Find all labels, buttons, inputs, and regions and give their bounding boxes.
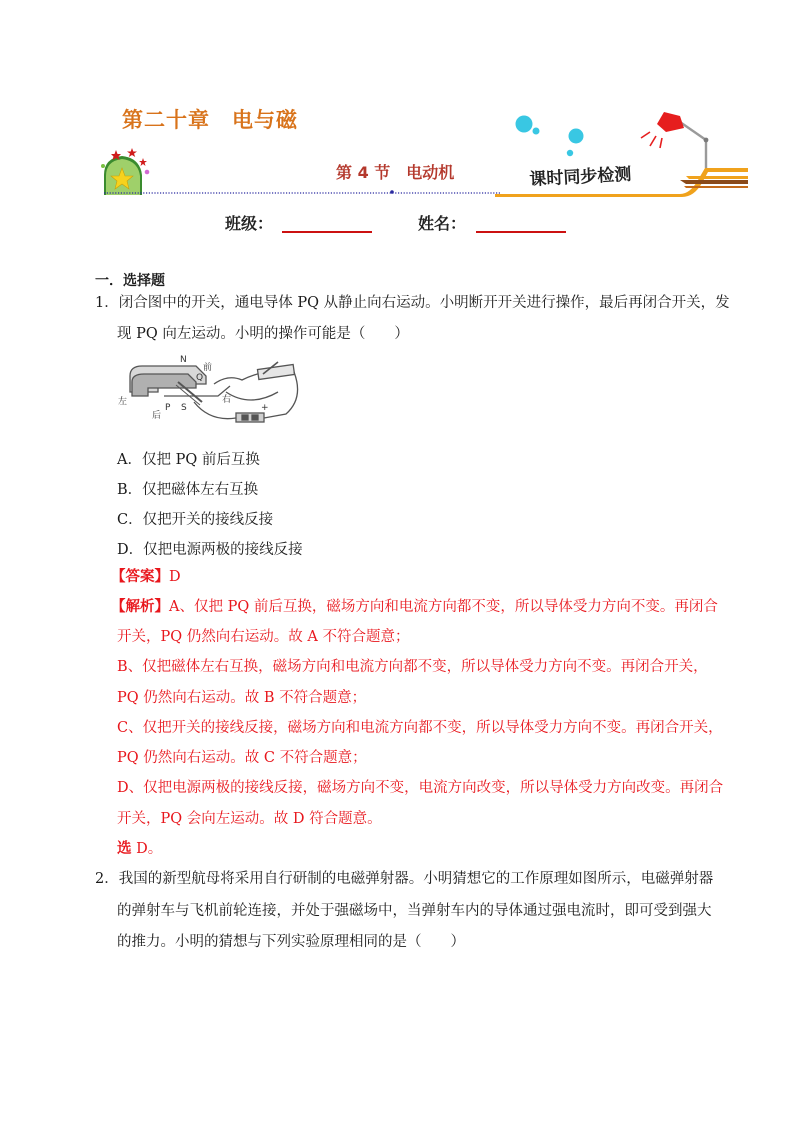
analysis-line: 开关，PQ 仍然向右运动。故 A 不符合题意； — [117, 629, 410, 645]
question-number: 2． — [95, 871, 119, 887]
figure-label-p: P — [165, 403, 171, 413]
figure-label-n: N — [180, 355, 187, 365]
answer-line — [111, 562, 181, 592]
figure-label-left: 左 — [118, 397, 128, 407]
motor-experiment-figure — [118, 352, 318, 434]
bubbles-icon — [516, 116, 584, 157]
figure-label-s: S — [181, 403, 187, 413]
star-badge-icon — [101, 148, 149, 195]
analysis-line: D、仅把电源两极的接线反接，磁场方向不变，电流方向改变，所以导体受力方向改变。再闭合 — [117, 780, 724, 796]
figure-label-q: Q — [196, 373, 204, 383]
class-field[interactable] — [282, 231, 372, 233]
conclusion-rest: D。 — [131, 841, 163, 857]
class-label: 班级： — [225, 214, 274, 233]
section-title: 第 4 节 电动机 — [336, 163, 455, 182]
question-2 — [95, 864, 713, 895]
analysis-line: 开关，PQ 会向左运动。故 D 符合题意。 — [117, 811, 382, 827]
question-1 — [95, 288, 730, 319]
question-number: 1． — [95, 295, 119, 311]
section-heading: 一．选择题 — [95, 273, 165, 289]
analysis-line: B、仅把磁体左右互换，磁场方向和电流方向都不变，所以导体受力方向不变。再闭合开关， — [117, 659, 708, 675]
analysis-tag: 【解析】 — [111, 598, 169, 615]
desk-lamp-icon — [641, 112, 708, 168]
figure-label-front: 前 — [203, 363, 213, 373]
option-d[interactable]: D．仅把电源两极的接线反接 — [117, 542, 303, 558]
question-text-line: 闭合图中的开关，通电导体 PQ 从静止向右运动。小明断开开关进行操作，最后再闭合开关，发 — [118, 295, 730, 311]
question-text-line: 的弹射车与飞机前轮连接，并处于强磁场中，当弹射车内的导体通过强电流时，即可受到强大 — [117, 903, 712, 919]
question-text-line: 我国的新型航母将采用自行研制的电磁弹射器。小明猜想它的工作原理如图所示，电磁弹射器 — [118, 871, 714, 887]
analysis-line: PQ 仍然向右运动。故 B 不符合题意； — [117, 690, 367, 706]
chapter-title: 第二十章 电与磁 — [122, 108, 298, 132]
question-text-line: 现 PQ 向左运动。小明的操作可能是（ ） — [117, 326, 409, 342]
question-text-line: 的推力。小明的猜想与下列实验原理相同的是（ ） — [117, 934, 465, 950]
analysis-text: A、仅把 PQ 前后互换，磁场方向和电流方向都不变，所以导体受力方向不变。再闭合 — [169, 599, 718, 615]
header-banner — [0, 0, 800, 240]
analysis-line — [111, 592, 718, 622]
option-c[interactable]: C．仅把开关的接线反接 — [117, 512, 274, 528]
figure-label-back: 后 — [152, 411, 162, 421]
name-field[interactable] — [476, 231, 566, 233]
conclusion-bold: 选 — [117, 840, 132, 857]
option-b[interactable]: B．仅把磁体左右互换 — [117, 482, 259, 498]
option-a[interactable]: A．仅把 PQ 前后互换 — [117, 452, 260, 468]
conclusion-line — [117, 834, 162, 864]
analysis-line: PQ 仍然向右运动。故 C 不符合题意； — [117, 750, 367, 766]
answer-tag: 【答案】 — [111, 568, 169, 585]
analysis-line: C、仅把开关的接线反接，磁场方向和电流方向都不变，所以导体受力方向不变。再闭合开关， — [117, 720, 723, 736]
figure-label-plus: + — [261, 403, 269, 413]
sync-test-badge: 课时同步检测 — [528, 164, 632, 190]
answer-value: D — [169, 569, 181, 585]
figure-label-right: 右 — [222, 395, 232, 405]
name-label: 姓名： — [418, 214, 467, 233]
